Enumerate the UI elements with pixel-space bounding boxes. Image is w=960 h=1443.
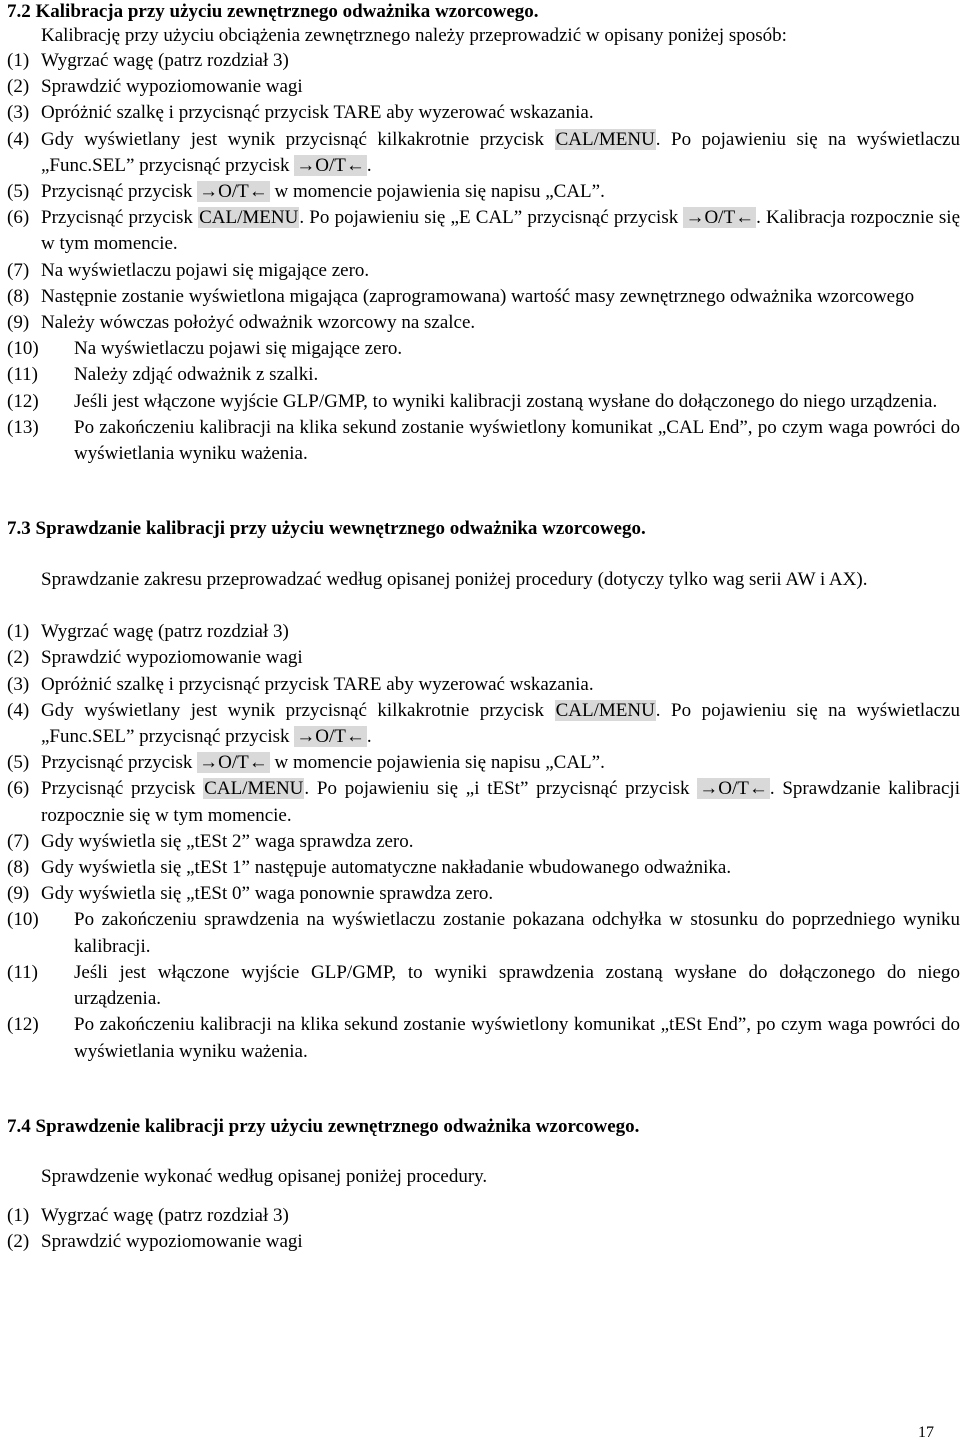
step-text (74, 362, 960, 388)
list-item (7, 960, 960, 1012)
step-text (41, 179, 960, 205)
step-text-part: Gdy wyświetla się „tESt 1” następuje automatyczne nakładanie wbudowanego odważnika. (41, 857, 732, 879)
list-item (7, 881, 960, 907)
step-text-part: Po zakończeniu kalibracji na klika sekund zostanie wyświetlony komunikat „tESt End”, po czym waga powróci do wyświetlania wyniku ważenia. (74, 1014, 960, 1062)
list-item (7, 672, 960, 698)
list-item (7, 1229, 960, 1255)
cal-menu-key-label: CAL/MENU (204, 778, 304, 800)
step-text-part: Opróżnić szalkę i przycisnąć przycisk TARE aby wyzerować wskazania. (41, 102, 594, 124)
step-number: (2) (7, 76, 30, 98)
step-text-part: Przycisnąć przycisk (41, 778, 204, 800)
step-number: (9) (7, 883, 30, 905)
ot-key-text: O/T (704, 207, 736, 229)
step-number: (12) (7, 390, 39, 412)
ot-key-text: O/T (218, 752, 249, 774)
step-number: (8) (7, 857, 30, 879)
list-item (7, 698, 960, 750)
step-text-part: Jeśli jest włączone wyjście GLP/GMP, to wyniki sprawdzenia zostaną wysłane do dołączonego do niego urządzenia. (74, 961, 960, 1010)
left-arrow-icon: ← (345, 726, 365, 748)
step-number: (4) (7, 128, 30, 150)
step-text-part: Na wyświetlaczu pojawi się migające zero. (74, 338, 403, 360)
section-title-7-2: 7.2 Kalibracja przy użyciu zewnętrznego odważnika wzorcowego. (7, 1, 539, 22)
step-number: (1) (7, 621, 30, 643)
step-text-part: Wygrzać wagę (patrz rozdział 3) (41, 621, 289, 643)
section-intro-7-4: Sprawdzenie wykonać według opisanej poniżej procedury. (41, 1165, 488, 1187)
list-item (7, 1203, 960, 1229)
step-number: (1) (7, 1204, 30, 1226)
ot-key-text: O/T (315, 726, 346, 748)
step-text (74, 1012, 960, 1064)
list-item (7, 829, 960, 855)
step-text (41, 74, 960, 100)
step-text-part: Przycisnąć przycisk (41, 207, 199, 229)
list-item (7, 284, 960, 310)
list-item (7, 362, 960, 388)
step-text-part: Gdy wyświetlany jest wynik przycisnąć kilkakrotnie przycisk (41, 699, 555, 721)
list-item (7, 336, 960, 362)
step-number: (12) (7, 1014, 39, 1036)
step-number: (5) (7, 752, 30, 774)
step-text (74, 336, 960, 362)
step-number: (4) (7, 699, 30, 721)
step-number: (5) (7, 181, 30, 203)
step-number: (13) (7, 416, 39, 438)
step-text-part: Gdy wyświetlany jest wynik przycisnąć kilkakrotnie przycisk (41, 128, 555, 150)
step-text (41, 310, 960, 336)
cal-menu-key-label: CAL/MENU (555, 699, 655, 721)
left-arrow-icon: ← (248, 181, 268, 203)
step-text (41, 127, 960, 179)
step-text-part: Na wyświetlaczu pojawi się migające zero. (41, 259, 370, 281)
step-text (41, 619, 960, 645)
step-text-part: . (366, 726, 372, 748)
step-text-part: . Po pojawieniu się „E CAL” przycisnąć przycisk (299, 207, 684, 229)
step-text (41, 1203, 960, 1229)
steps-list-7-3 (7, 619, 960, 1064)
step-number: (2) (7, 1230, 30, 1252)
list-item (7, 127, 960, 179)
step-number: (6) (7, 778, 30, 800)
step-number: (11) (7, 961, 38, 983)
step-text-part: . Po pojawieniu się „i tESt” przycisnąć przycisk (304, 778, 698, 800)
step-text-part: Następnie zostanie wyświetlona migająca (zaprogramowana) wartość masy zewnętrznego odważnika wzorcowego (41, 285, 915, 307)
cal-menu-key-label: CAL/MENU (199, 207, 299, 229)
list-item (7, 100, 960, 126)
step-text (74, 907, 960, 959)
step-text (41, 284, 960, 310)
list-item (7, 855, 960, 881)
ot-key-label (197, 181, 270, 202)
step-text-part: Gdy wyświetla się „tESt 2” waga sprawdza zero. (41, 830, 414, 852)
left-arrow-icon: ← (748, 778, 768, 800)
cal-menu-key-label: CAL/MENU (555, 128, 655, 150)
list-item (7, 205, 960, 257)
document-page (7, 0, 960, 1255)
step-number: (7) (7, 830, 30, 852)
ot-key-text: O/T (718, 778, 749, 800)
step-text (41, 258, 960, 284)
step-text-part: . Po pojawieniu się na wyświetlaczu „Func.SEL” przycisnąć przycisk (41, 699, 960, 748)
list-item (7, 619, 960, 645)
ot-key-label (294, 726, 367, 747)
section-title-7-3: 7.3 Sprawdzanie kalibracji przy użyciu wewnętrznego odważnika wzorcowego. (7, 518, 646, 540)
right-arrow-icon: → (199, 181, 219, 203)
step-text (41, 100, 960, 126)
step-text (41, 645, 960, 671)
step-text-part: Przycisnąć przycisk (41, 752, 198, 774)
step-number: (3) (7, 673, 30, 695)
list-item (7, 415, 960, 467)
section-intro-7-3: Sprawdzanie zakresu przeprowadzać według opisanej poniżej procedury (dotyczy tylko wag serii AW i AX). (41, 569, 868, 591)
list-item (7, 310, 960, 336)
step-text-part: Opróżnić szalkę i przycisnąć przycisk TARE aby wyzerować wskazania. (41, 673, 594, 695)
step-text-part: Jeśli jest włączone wyjście GLP/GMP, to wyniki kalibracji zostaną wysłane do dołączonego do niego urządzenia. (74, 390, 938, 412)
step-text-part: . Kalibracja rozpocznie się w tym momencie. (41, 207, 960, 255)
right-arrow-icon: → (199, 752, 219, 774)
left-arrow-icon: ← (345, 154, 365, 176)
step-text-part: Po zakończeniu kalibracji na klika sekund zostanie wyświetlony komunikat „CAL End”, po czym waga powróci do wyświetlania wyniku ważenia. (74, 416, 960, 465)
step-text (74, 415, 960, 467)
step-text-part: Sprawdzić wypoziomowanie wagi (41, 647, 303, 669)
ot-key-text: O/T (315, 154, 346, 176)
step-number: (3) (7, 102, 30, 124)
step-text (41, 1229, 960, 1255)
page-number: 17 (918, 1424, 934, 1441)
ot-key-label (197, 752, 270, 773)
step-text-part: w momencie pojawienia się napisu „CAL”. (269, 181, 605, 203)
step-text-part: Sprawdzić wypoziomowanie wagi (41, 76, 303, 98)
right-arrow-icon: → (685, 207, 705, 229)
step-text-part: Należy zdjąć odważnik z szalki. (74, 364, 319, 386)
step-text (41, 750, 960, 776)
step-text-part: . Po pojawieniu się na wyświetlaczu „Func.SEL” przycisnąć przycisk (41, 128, 960, 176)
left-arrow-icon: ← (248, 752, 268, 774)
ot-key-label (683, 207, 756, 228)
list-item (7, 776, 960, 828)
right-arrow-icon: → (699, 778, 719, 800)
list-item (7, 74, 960, 100)
steps-list-7-2 (7, 48, 960, 467)
step-number: (9) (7, 312, 30, 334)
ot-key-label (294, 155, 367, 176)
step-number: (2) (7, 647, 30, 669)
step-text (41, 881, 960, 907)
step-text-part: . Sprawdzanie kalibracji rozpocznie się w tym momencie. (41, 778, 960, 826)
step-text (41, 205, 960, 257)
right-arrow-icon: → (296, 154, 316, 176)
list-item (7, 389, 960, 415)
step-text-part: Gdy wyświetla się „tESt 0” waga ponownie sprawdza zero. (41, 883, 494, 905)
step-text-part: Wygrzać wagę (patrz rozdział 3) (41, 1204, 289, 1226)
step-number: (8) (7, 285, 30, 307)
step-text (41, 48, 960, 74)
step-number: (11) (7, 364, 38, 386)
step-text-part: Przycisnąć przycisk (41, 181, 198, 203)
step-text (74, 389, 960, 415)
section-intro-7-2: Kalibrację przy użyciu obciążenia zewnętrznego należy przeprowadzić w opisany poniżej sposób: (41, 25, 787, 46)
step-text (41, 698, 960, 750)
step-text-part: . (366, 154, 372, 176)
step-text-part: Wygrzać wagę (patrz rozdział 3) (41, 50, 289, 71)
step-number: (10) (7, 909, 39, 931)
step-text-part: w momencie pojawienia się napisu „CAL”. (269, 752, 605, 774)
ot-key-text: O/T (218, 181, 249, 203)
left-arrow-icon: ← (735, 207, 755, 229)
step-text-part: Po zakończeniu sprawdzenia na wyświetlaczu zostanie pokazana odchyłka w stosunku do poprzedniego wyniku kalibracji. (74, 909, 960, 957)
step-text (41, 829, 960, 855)
step-number: (1) (7, 50, 30, 71)
step-text (41, 855, 960, 881)
step-number: (10) (7, 338, 39, 360)
list-item (7, 48, 960, 74)
steps-list-7-4 (7, 1203, 960, 1255)
list-item (7, 1012, 960, 1064)
step-text (41, 672, 960, 698)
step-number: (6) (7, 207, 30, 229)
step-text-part: Sprawdzić wypoziomowanie wagi (41, 1230, 303, 1252)
section-title-7-4: 7.4 Sprawdzenie kalibracji przy użyciu zewnętrznego odważnika wzorcowego. (7, 1115, 640, 1137)
step-text (74, 960, 960, 1012)
list-item (7, 258, 960, 284)
step-text-part: Należy wówczas położyć odważnik wzorcowy na szalce. (41, 312, 476, 334)
right-arrow-icon: → (296, 726, 316, 748)
ot-key-label (697, 778, 770, 799)
list-item (7, 179, 960, 205)
list-item (7, 907, 960, 959)
list-item (7, 645, 960, 671)
list-item (7, 750, 960, 776)
step-text (41, 776, 960, 828)
step-number: (7) (7, 259, 30, 281)
